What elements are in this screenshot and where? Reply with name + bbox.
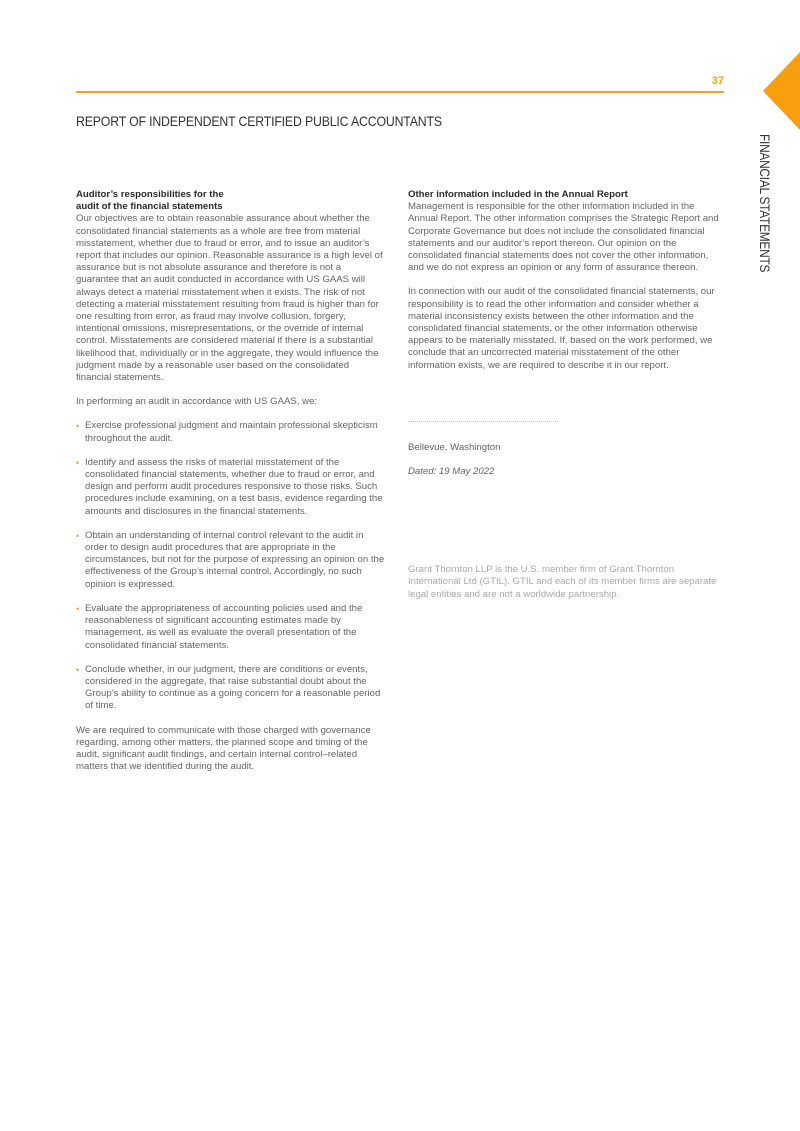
- signature-line: [408, 421, 558, 422]
- list-item: [76, 530, 386, 591]
- bullet-icon: •: [76, 664, 80, 675]
- section-tab-label: FINANCIAL STATEMENTS: [757, 134, 773, 273]
- list-item-text: Obtain an understanding of internal control relevant to the audit in order to design audit procedures that are appropriate in the circumstances, but not for the purpose of expressing an opinion on the effectiveness of the Group’s internal control. Accordingly, no such opinion is expressed.: [85, 529, 385, 590]
- header-rule: [76, 91, 724, 93]
- intro-paragraph: Our objectives are to obtain reasonable assurance about whether the consolidated financial statements as a whole are free from material misstatement, whether due to fraud or error, and to issue an auditor’s report that includes our opinion. Reasonable assurance is a high level of assurance but is not absolute assurance and therefore is not a guarantee that an audit conducted in accordance with US GAAS will always detect a material misstatement when it exists. The risk of not detecting a material misstatement resulting from fraud is higher than for one resulting from error, as fraud may involve collusion, forgery, intentional omissions, misrepresentations, or the override of internal control. Misstatements are considered material if there is a substantial likelihood that, individually or in the aggregate, they would influence the judgment made by a reasonable user based on the consolidated financial statements.: [76, 213, 383, 384]
- other-info-paragraph-1: Management is responsible for the other information included in the Annual Report. The other information comprises the Strategic Report and Corporate Governance but does not include the consolidated financial statements and our auditor’s report thereon. Our opinion on the consolidated financial statements does not cover the other information, and we do not express an opinion or any form of assurance thereon.: [408, 201, 719, 274]
- other-info-paragraph-2: In connection with our audit of the consolidated financial statements, our responsibility is to read the other information and consider whether a material inconsistency exists between the other information and the consolidated financial statements, or the other information otherwise appears to be materially misstated. If, based on the work performed, we conclude that an uncorrected material misstatement of the other information exists, we are required to describe it in our report.: [408, 286, 715, 371]
- section-heading: [76, 189, 386, 213]
- corner-tab-triangle-icon: [763, 52, 800, 130]
- list-item: [76, 457, 386, 518]
- firm-disclaimer: Grant Thornton LLP is the U.S. member firm of Grant Thornton International Ltd (GTIL). GTIL and each of its member firms are separate legal entities and are not a worldwide partnership.: [408, 564, 717, 600]
- bullet-icon: •: [76, 457, 80, 468]
- list-item: [76, 420, 386, 444]
- heading-line-1: Auditor’s responsibilities for the: [76, 189, 224, 200]
- signing-location: Bellevue, Washington: [408, 441, 501, 453]
- heading-line-2: audit of the financial statements: [76, 201, 223, 213]
- bullet-icon: •: [76, 603, 80, 614]
- list-item-text: Exercise professional judgment and maintain professional skepticism throughout the audit.: [85, 420, 378, 444]
- procedures-list: [76, 420, 386, 712]
- list-item-text: Conclude whether, in our judgment, there are conditions or events, considered in the aggregate, that raise substantial doubt about the Group’s ability to continue as a going concern for a reasonable period of time.: [85, 663, 381, 712]
- bullet-icon: •: [76, 530, 80, 541]
- page-number: 37: [711, 75, 724, 87]
- closing-paragraph: We are required to communicate with those charged with governance regarding, among other matters, the planned scope and timing of the audit, significant audit findings, and certain internal control–related matters that we identified during the audit.: [76, 724, 371, 773]
- lead-in-paragraph: In performing an audit in accordance with US GAAS, we:: [76, 396, 318, 408]
- list-item-text: Evaluate the appropriateness of accounting policies used and the reasonableness of significant accounting estimates made by management, as well as evaluate the overall presentation of the consolidated financial statements.: [85, 602, 363, 651]
- list-item: [76, 603, 386, 652]
- bullet-icon: •: [76, 421, 80, 432]
- left-column: [76, 189, 386, 785]
- list-item-text: Identify and assess the risks of material misstatement of the consolidated financial statements, whether due to fraud or error, and design and perform audit procedures responsive to those risks. Such procedures include examining, on a test basis, evidence regarding the amounts and disclosures in the financial statements.: [85, 456, 383, 517]
- section-heading: Other information included in the Annual Report: [408, 189, 628, 200]
- page-title: REPORT OF INDEPENDENT CERTIFIED PUBLIC ACCOUNTANTS: [76, 113, 442, 129]
- right-column: [408, 189, 724, 601]
- signing-date: Dated: 19 May 2022: [408, 466, 495, 478]
- list-item: [76, 664, 386, 713]
